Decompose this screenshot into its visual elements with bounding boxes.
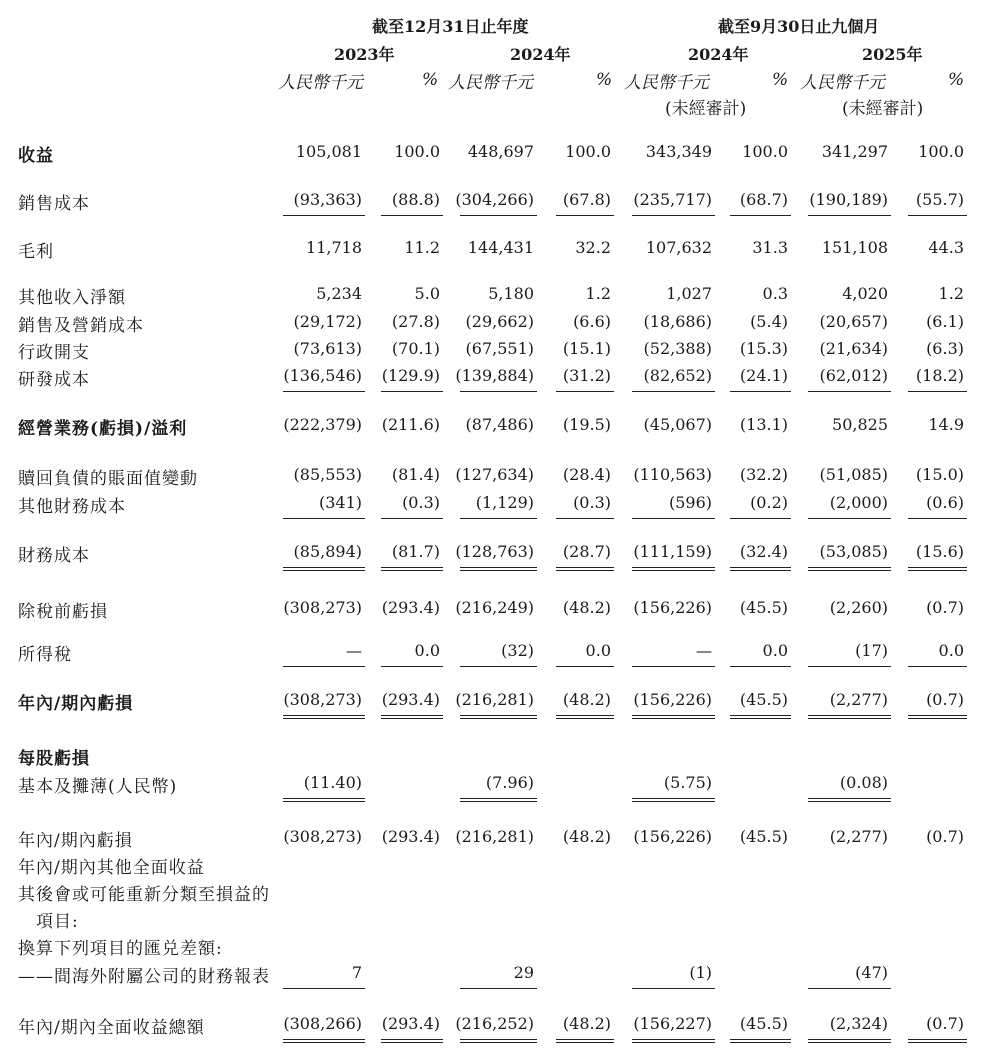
subtotal-underline (283, 215, 365, 216)
percent-cell: 11.2 (404, 238, 440, 257)
percent-cell: (45.5) (739, 827, 788, 846)
amount-cell: (5.75) (663, 773, 712, 792)
total-double-underline (460, 567, 537, 571)
subtotal-underline (808, 666, 891, 667)
percent-cell: (68.7) (739, 190, 788, 209)
subtotal-underline (808, 391, 891, 392)
percent-cell: (6.6) (573, 312, 611, 331)
amount-cell: (29,172) (293, 312, 362, 331)
amount-cell: (341) (318, 493, 362, 512)
row-label: 收益 (18, 146, 54, 166)
row-label: 銷售成本 (18, 194, 90, 214)
subtotal-underline (556, 391, 614, 392)
percent-cell: (45.5) (739, 598, 788, 617)
percent-cell: (0.3) (402, 493, 440, 512)
total-double-underline (556, 1039, 614, 1043)
amount-cell: (304,266) (455, 190, 534, 209)
subtotal-underline (460, 666, 537, 667)
percent-cell: (88.8) (391, 190, 440, 209)
unit-pct-2025: % (948, 70, 965, 90)
amount-cell: (21,634) (819, 339, 888, 358)
amount-cell: (216,281) (455, 827, 534, 846)
total-double-underline (381, 1039, 443, 1043)
amount-cell: (53,085) (819, 542, 888, 561)
percent-cell: 100.0 (394, 142, 440, 161)
subtotal-underline (283, 518, 365, 519)
unit-pct-2024b: % (772, 70, 789, 90)
subtotal-underline (381, 666, 443, 667)
amount-cell: (308,273) (283, 598, 362, 617)
amount-cell: (190,189) (809, 190, 888, 209)
row-label: 所得稅 (18, 645, 72, 665)
unit-rmb-2024b: 人民幣千元 (624, 73, 709, 93)
amount-cell: (156,227) (633, 1014, 712, 1033)
amount-cell: (45,067) (643, 415, 712, 434)
amount-cell: 144,431 (467, 238, 534, 257)
subtotal-underline (908, 215, 967, 216)
percent-cell: (55.7) (915, 190, 964, 209)
total-double-underline (908, 715, 967, 719)
row-label: 財務成本 (18, 546, 90, 566)
total-double-underline (632, 715, 715, 719)
subtotal-underline (460, 518, 537, 519)
amount-cell: (139,884) (455, 366, 534, 385)
amount-cell: — (346, 641, 362, 660)
total-double-underline (730, 1039, 791, 1043)
amount-cell: (1,129) (475, 493, 534, 512)
total-double-underline (283, 1039, 365, 1043)
amount-cell: (156,226) (633, 690, 712, 709)
amount-cell: 448,697 (467, 142, 534, 161)
row-label: 其他收入淨額 (18, 288, 126, 308)
subtotal-underline (283, 391, 365, 392)
row-label: 年內/期內虧損 (18, 694, 134, 714)
subtotal-underline (632, 518, 715, 519)
subtotal-underline (283, 988, 365, 989)
total-double-underline (283, 715, 365, 719)
percent-cell: (67.8) (562, 190, 611, 209)
subtotal-underline (556, 215, 614, 216)
total-double-underline (908, 1039, 967, 1043)
row-label: 毛利 (18, 242, 54, 262)
percent-cell: 0.0 (762, 641, 788, 660)
row-label: 贖回負債的賬面值變動 (18, 469, 198, 489)
subtotal-underline (730, 666, 791, 667)
row-label: 年內/期內虧損 (18, 831, 133, 851)
amount-cell: (93,363) (293, 190, 362, 209)
percent-cell: (48.2) (562, 827, 611, 846)
subtotal-underline (460, 988, 537, 989)
amount-cell: (62,012) (819, 366, 888, 385)
row-label: 經營業務(虧損)/溢利 (18, 419, 188, 439)
amount-cell: (2,277) (829, 690, 888, 709)
amount-cell: 341,297 (821, 142, 888, 161)
percent-cell: 100.0 (918, 142, 964, 161)
percent-cell: (32.4) (739, 542, 788, 561)
total-double-underline (381, 715, 443, 719)
row-label: 年內/期內全面收益總額 (18, 1018, 205, 1038)
subtotal-underline (730, 391, 791, 392)
total-double-underline (808, 715, 891, 719)
amount-cell: (596) (668, 493, 712, 512)
total-double-underline (730, 567, 791, 571)
amount-cell: (2,260) (829, 598, 888, 617)
amount-cell: 7 (351, 963, 362, 982)
percent-cell: (15.1) (562, 339, 611, 358)
percent-cell: 0.0 (938, 641, 964, 660)
unaudited-2025: (未經審計) (842, 99, 924, 119)
year-header-2025: 2025年 (862, 45, 923, 64)
subtotal-underline (808, 988, 891, 989)
amount-cell: (136,546) (283, 366, 362, 385)
percent-cell: 0.0 (414, 641, 440, 660)
percent-cell: 14.9 (928, 415, 964, 434)
row-label: 基本及攤薄(人民幣) (18, 777, 178, 797)
total-double-underline (632, 798, 715, 802)
total-double-underline (808, 798, 891, 802)
percent-cell: (0.7) (926, 1014, 964, 1033)
total-double-underline (808, 1039, 891, 1043)
row-label: 其他財務成本 (18, 497, 126, 517)
percent-cell: (6.3) (926, 339, 964, 358)
amount-cell: (156,226) (633, 598, 712, 617)
percent-cell: (6.1) (926, 312, 964, 331)
amount-cell: (2,324) (829, 1014, 888, 1033)
percent-cell: (45.5) (739, 1014, 788, 1033)
row-label: 行政開支 (18, 343, 90, 363)
amount-cell: 5,180 (488, 284, 534, 303)
subtotal-underline (808, 518, 891, 519)
subtotal-underline (632, 391, 715, 392)
total-double-underline (632, 1039, 715, 1043)
subtotal-underline (632, 988, 715, 989)
amount-cell: (216,249) (455, 598, 534, 617)
amount-cell: (47) (855, 963, 888, 982)
amount-cell: 1,027 (666, 284, 712, 303)
amount-cell: (85,553) (293, 465, 362, 484)
total-double-underline (381, 567, 443, 571)
amount-cell: 151,108 (821, 238, 888, 257)
subtotal-underline (381, 518, 443, 519)
percent-cell: (0.7) (926, 690, 964, 709)
amount-cell: (73,613) (293, 339, 362, 358)
percent-cell: (15.0) (915, 465, 964, 484)
amount-cell: (52,388) (643, 339, 712, 358)
total-double-underline (556, 567, 614, 571)
total-double-underline (730, 715, 791, 719)
percent-cell: (0.7) (926, 827, 964, 846)
amount-cell: (7.96) (485, 773, 534, 792)
percent-cell: (27.8) (391, 312, 440, 331)
percent-cell: (293.4) (381, 598, 440, 617)
percent-cell: 0.0 (585, 641, 611, 660)
percent-cell: 32.2 (575, 238, 611, 257)
amount-cell: (216,252) (455, 1014, 534, 1033)
amount-cell: (67,551) (465, 339, 534, 358)
total-double-underline (632, 567, 715, 571)
row-label: 銷售及營銷成本 (18, 316, 144, 336)
period-header-annual: 截至12月31日止年度 (372, 17, 529, 36)
amount-cell: 105,081 (295, 142, 362, 161)
amount-cell: (29,662) (465, 312, 534, 331)
percent-cell: (211.6) (381, 415, 440, 434)
percent-cell: (0.2) (750, 493, 788, 512)
row-label: 項目: (18, 912, 79, 932)
total-double-underline (556, 715, 614, 719)
unit-pct-2023: % (422, 70, 439, 90)
percent-cell: (0.6) (926, 493, 964, 512)
period-header-nine-months: 截至9月30日止九個月 (718, 17, 880, 36)
subtotal-underline (808, 215, 891, 216)
unit-rmb-2025: 人民幣千元 (800, 73, 885, 93)
unit-rmb-2024a: 人民幣千元 (448, 73, 533, 93)
subtotal-underline (730, 518, 791, 519)
percent-cell: (28.7) (562, 542, 611, 561)
percent-cell: (81.4) (391, 465, 440, 484)
percent-cell: (70.1) (391, 339, 440, 358)
year-header-2023: 2023年 (334, 45, 395, 64)
amount-cell: (222,379) (283, 415, 362, 434)
amount-cell: (82,652) (643, 366, 712, 385)
percent-cell: 31.3 (752, 238, 788, 257)
percent-cell: 100.0 (742, 142, 788, 161)
unit-rmb-2023: 人民幣千元 (278, 73, 363, 93)
percent-cell: 100.0 (565, 142, 611, 161)
amount-cell: 4,020 (842, 284, 888, 303)
amount-cell: 343,349 (645, 142, 712, 161)
percent-cell: (81.7) (391, 542, 440, 561)
percent-cell: (13.1) (739, 415, 788, 434)
amount-cell: (216,281) (455, 690, 534, 709)
amount-cell: (235,717) (633, 190, 712, 209)
total-double-underline (460, 715, 537, 719)
amount-cell: (2,000) (829, 493, 888, 512)
year-header-2024-annual: 2024年 (510, 45, 571, 64)
percent-cell: (15.6) (915, 542, 964, 561)
amount-cell: — (696, 641, 712, 660)
percent-cell: (48.2) (562, 690, 611, 709)
amount-cell: (1) (689, 963, 712, 982)
amount-cell: 11,718 (306, 238, 362, 257)
year-header-2024-interim: 2024年 (688, 45, 749, 64)
amount-cell: (32) (501, 641, 534, 660)
subtotal-underline (908, 391, 967, 392)
total-double-underline (283, 798, 365, 802)
amount-cell: (111,159) (633, 542, 712, 561)
total-double-underline (283, 567, 365, 571)
row-label: 換算下列項目的匯兑差額: (18, 939, 223, 959)
amount-cell: 50,825 (832, 415, 888, 434)
amount-cell: (11.40) (303, 773, 362, 792)
subtotal-underline (730, 215, 791, 216)
percent-cell: (293.4) (381, 827, 440, 846)
percent-cell: 0.3 (762, 284, 788, 303)
percent-cell: (0.7) (926, 598, 964, 617)
subtotal-underline (632, 666, 715, 667)
percent-cell: (19.5) (562, 415, 611, 434)
amount-cell: 107,632 (645, 238, 712, 257)
percent-cell: (0.3) (573, 493, 611, 512)
amount-cell: (20,657) (819, 312, 888, 331)
subtotal-underline (556, 518, 614, 519)
amount-cell: (87,486) (465, 415, 534, 434)
row-label: 每股虧損 (18, 749, 90, 769)
amount-cell: (127,634) (455, 465, 534, 484)
amount-cell: (128,763) (455, 542, 534, 561)
subtotal-underline (381, 215, 443, 216)
amount-cell: (85,894) (293, 542, 362, 561)
percent-cell: 1.2 (938, 284, 964, 303)
subtotal-underline (556, 666, 614, 667)
percent-cell: (293.4) (381, 1014, 440, 1033)
subtotal-underline (460, 215, 537, 216)
percent-cell: (24.1) (739, 366, 788, 385)
row-label: 除稅前虧損 (18, 602, 108, 622)
subtotal-underline (283, 666, 365, 667)
total-double-underline (460, 798, 537, 802)
percent-cell: (15.3) (739, 339, 788, 358)
percent-cell: (293.4) (381, 690, 440, 709)
unaudited-2024: (未經審計) (665, 99, 747, 119)
amount-cell: (110,563) (633, 465, 712, 484)
percent-cell: 44.3 (928, 238, 964, 257)
amount-cell: (51,085) (819, 465, 888, 484)
percent-cell: (18.2) (915, 366, 964, 385)
unit-pct-2024a: % (596, 70, 613, 90)
amount-cell: (0.08) (839, 773, 888, 792)
row-label: ——間海外附屬公司的財務報表 (18, 967, 270, 987)
percent-cell: (129.9) (381, 366, 440, 385)
percent-cell: 1.2 (585, 284, 611, 303)
total-double-underline (808, 567, 891, 571)
percent-cell: (31.2) (562, 366, 611, 385)
percent-cell: (28.4) (562, 465, 611, 484)
amount-cell: (308,266) (283, 1014, 362, 1033)
percent-cell: (45.5) (739, 690, 788, 709)
amount-cell: 5,234 (316, 284, 362, 303)
amount-cell: (308,273) (283, 690, 362, 709)
subtotal-underline (460, 391, 537, 392)
amount-cell: 29 (513, 963, 534, 982)
row-label: 研發成本 (18, 370, 90, 390)
total-double-underline (460, 1039, 537, 1043)
amount-cell: (156,226) (633, 827, 712, 846)
amount-cell: (308,273) (283, 827, 362, 846)
subtotal-underline (381, 391, 443, 392)
amount-cell: (17) (855, 641, 888, 660)
subtotal-underline (908, 518, 967, 519)
total-double-underline (908, 567, 967, 571)
subtotal-underline (908, 666, 967, 667)
percent-cell: (48.2) (562, 598, 611, 617)
percent-cell: (5.4) (750, 312, 788, 331)
percent-cell: (48.2) (562, 1014, 611, 1033)
amount-cell: (2,277) (829, 827, 888, 846)
percent-cell: 5.0 (414, 284, 440, 303)
row-label: 其後會或可能重新分類至損益的 (18, 885, 270, 905)
subtotal-underline (632, 215, 715, 216)
percent-cell: (32.2) (739, 465, 788, 484)
row-label: 年內/期內其他全面收益 (18, 858, 205, 878)
amount-cell: (18,686) (643, 312, 712, 331)
